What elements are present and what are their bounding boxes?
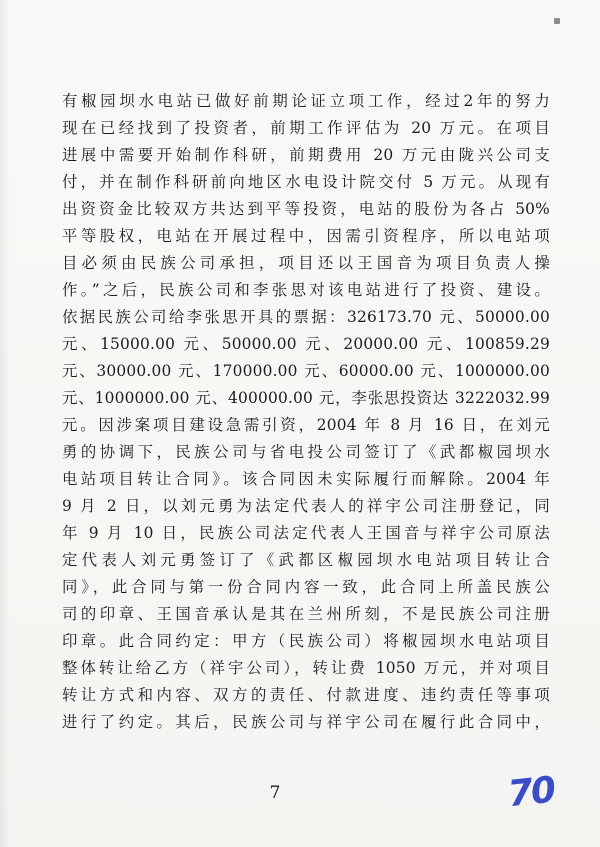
- text-line: 进展中需要开始制作科研，前期费用 20 万元由陇兴公司支: [62, 146, 550, 164]
- text-line: 现在已经找到了投资者，前期工作评估为 20 万元。在项目: [62, 119, 550, 137]
- text-line: 进行了约定。其后，民族公司与祥宇公司在履行此合同中，: [62, 713, 550, 731]
- binding-shadow: [0, 0, 10, 847]
- text-line: 印章。此合同约定：甲方（民族公司）将椒园坝水电站项目: [62, 632, 550, 650]
- text-line: 平等股权，电站在开展过程中，因需引资程序，所以电站项: [62, 227, 550, 245]
- text-line: 定代表人刘元勇签订了《武都区椒园坝水电站项目转让合: [62, 551, 550, 569]
- scan-speck: [554, 18, 560, 24]
- text-line: 年 9 月 10 日，民族公司法定代表人王国音与祥宇公司原法: [62, 524, 550, 542]
- text-line: 依据民族公司给李张思开具的票据：326173.70 元、50000.00: [62, 308, 550, 326]
- text-line: 元、1000000.00 元、400000.00 元，李张思投资达 3222032.99: [62, 389, 550, 407]
- handwritten-page-number: 70: [505, 769, 557, 816]
- text-line: 司的印章、王国音承认是其在兰州所刻，不是民族公司注册: [62, 605, 550, 623]
- page-number: 7: [269, 783, 281, 803]
- text-line: 电站项目转让合同》。该合同因未实际履行而解除。2004 年: [62, 470, 550, 488]
- text-line: 元、15000.00 元、50000.00 元、20000.00 元、100859.29: [62, 335, 550, 353]
- text-line: 转让方式和内容、双方的责任、付款进度、违约责任等事项: [62, 686, 550, 704]
- text-line: 元、30000.00 元、170000.00 元、60000.00 元、1000000.00: [62, 362, 550, 380]
- text-line: 同》，此合同与第一份合同内容一致，此合同上所盖民族公: [62, 578, 550, 596]
- text-line: 元。因涉案项目建设急需引资，2004 年 8 月 16 日，在刘元: [62, 416, 550, 434]
- text-line: 整体转让给乙方（祥宇公司），转让费 1050 万元，并对项目: [62, 659, 550, 677]
- text-line: 9 月 2 日，以刘元勇为法定代表人的祥宇公司注册登记，同: [62, 497, 550, 515]
- text-line: 出资资金比较双方共达到平等投资，电站的股份为各占 50%: [62, 200, 550, 218]
- text-line: 勇的协调下，民族公司与省电投公司签订了《武都椒园坝水: [62, 443, 550, 461]
- text-line: 付，并在制作科研前向地区水电设计院交付 5 万元。从现有: [62, 173, 550, 191]
- text-line: 作。”之后，民族公司和李张思对该电站进行了投资、建设。: [62, 281, 550, 299]
- text-line: 目必须由民族公司承担，项目还以王国音为项目负责人操: [62, 254, 550, 272]
- text-line: 有椒园坝水电站已做好前期论证立项工作，经过2年的努力: [62, 92, 550, 110]
- body-text: [62, 88, 550, 736]
